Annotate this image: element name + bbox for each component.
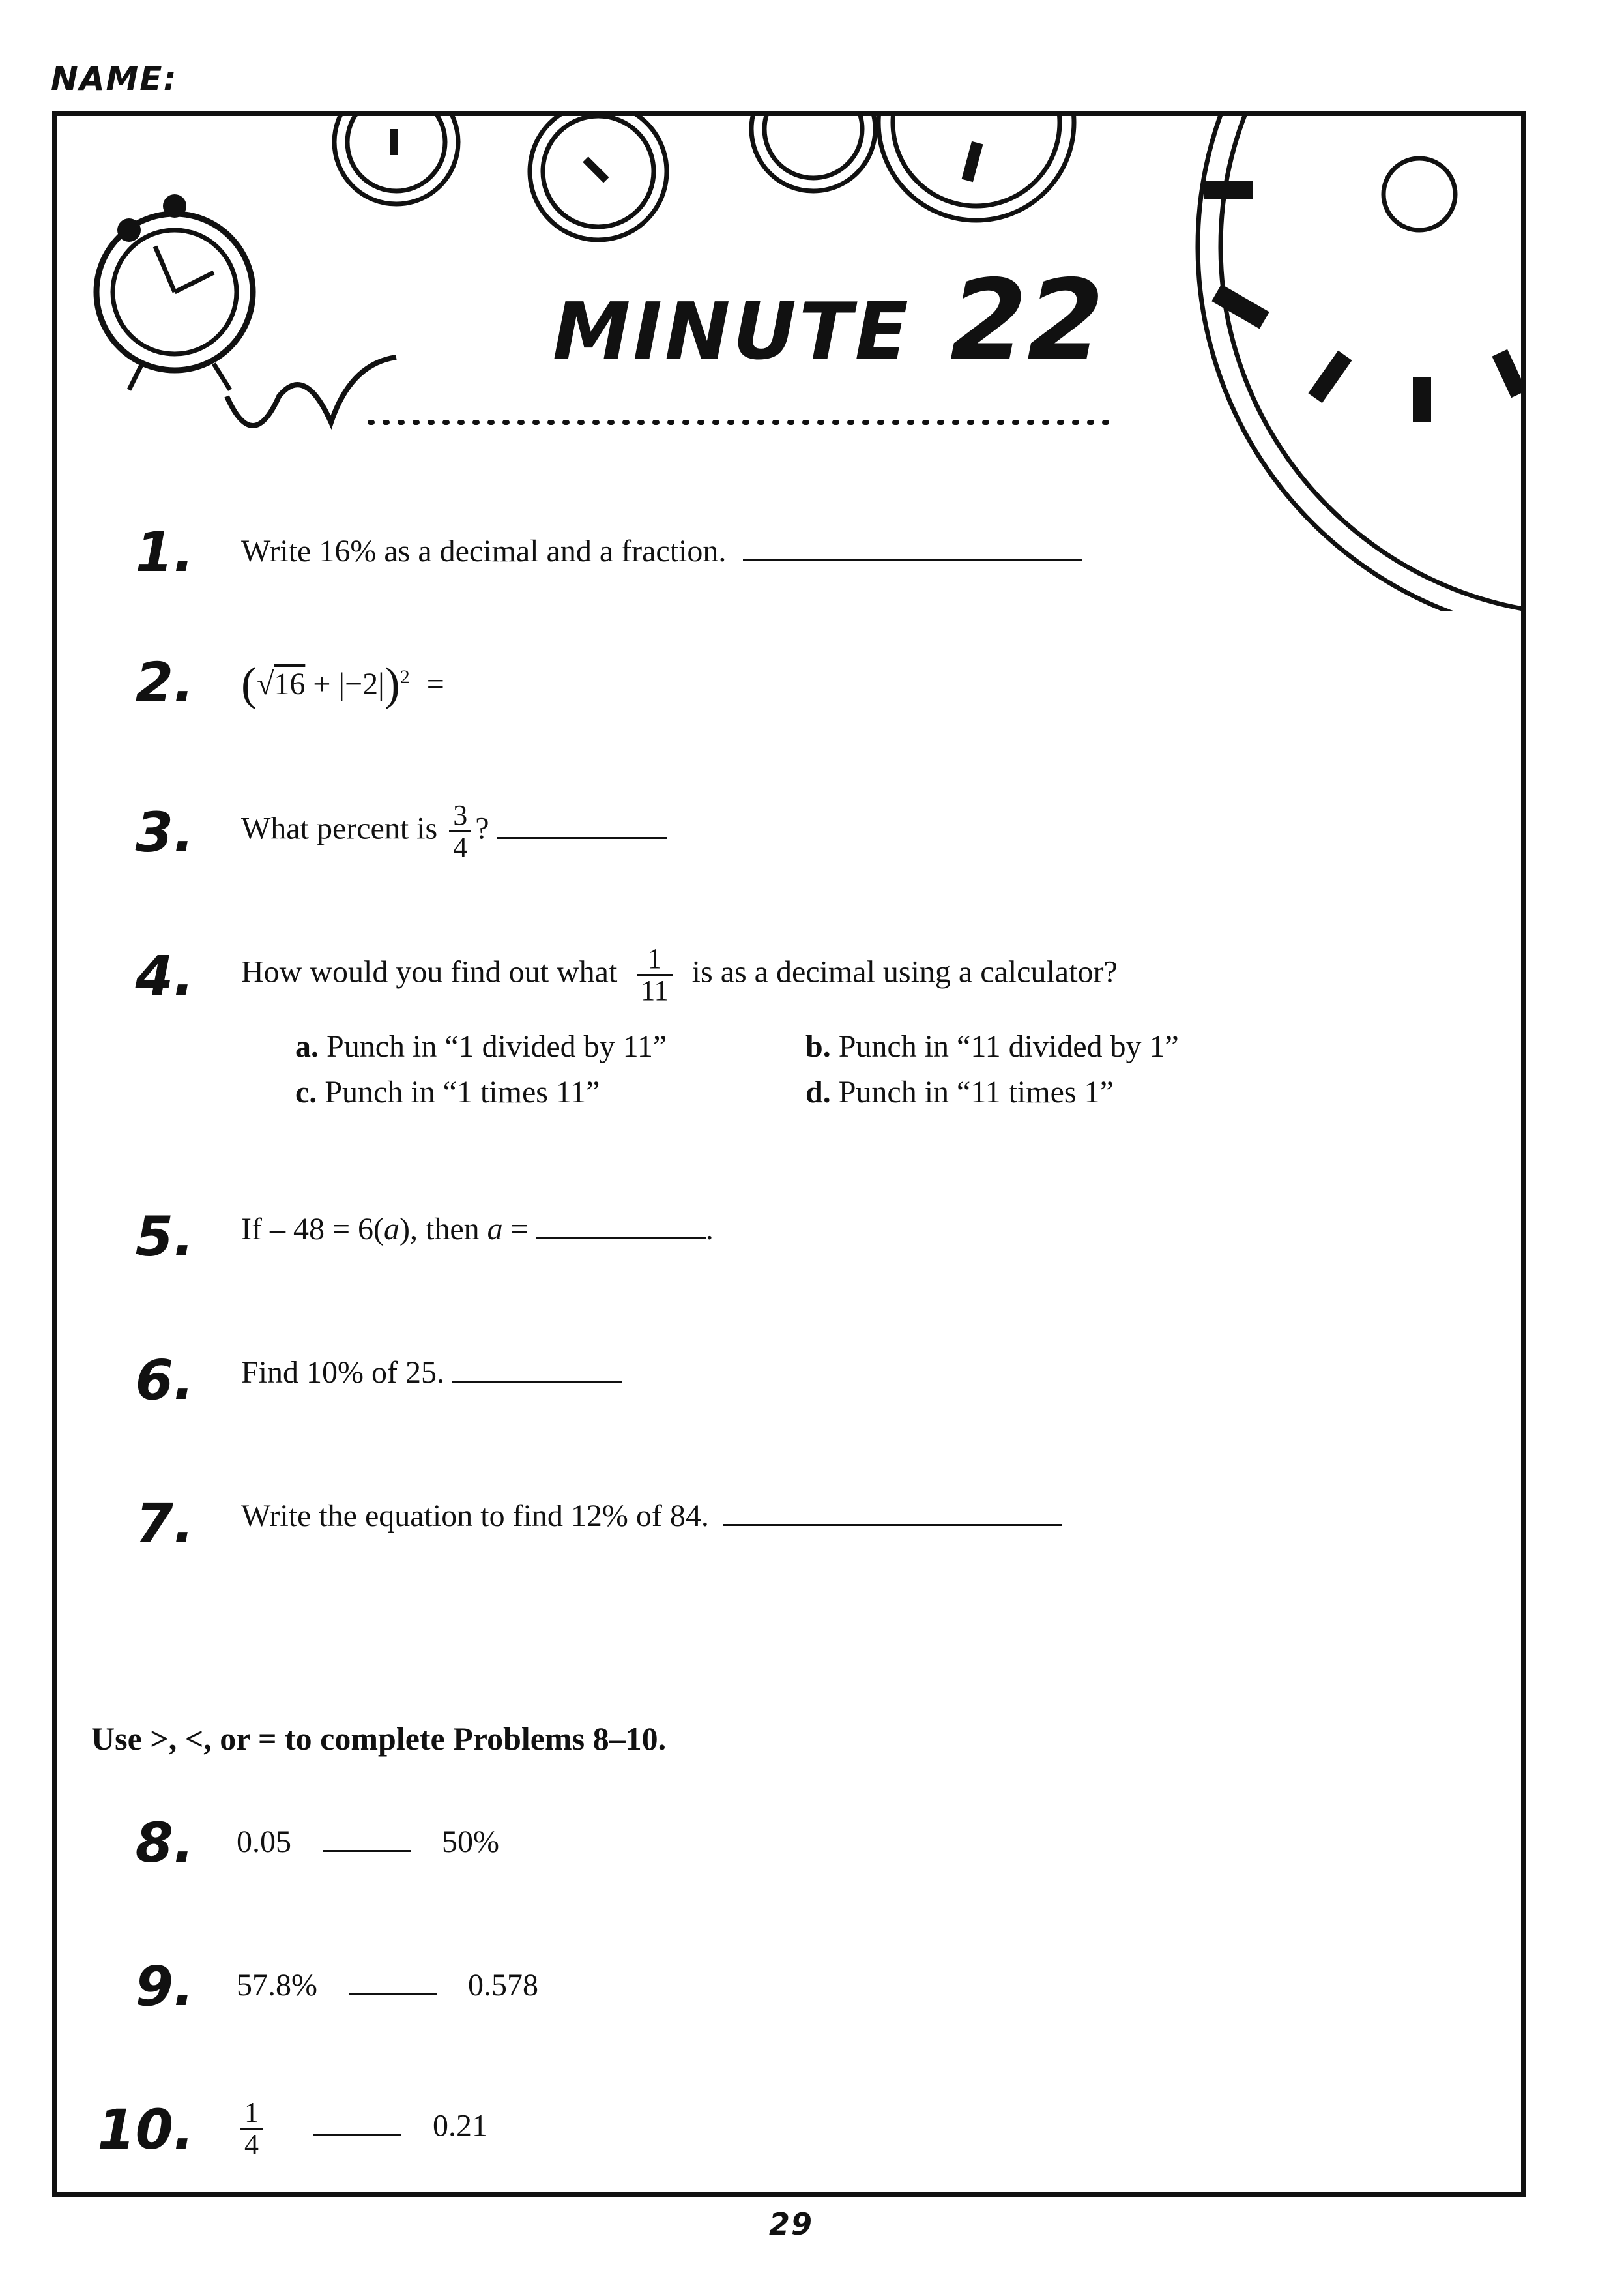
instructions: Use >, <, or = to complete Problems 8–10. (91, 1720, 667, 1757)
equals-sign: = (510, 1212, 529, 1246)
variable: a (487, 1212, 503, 1246)
option-letter: a. (295, 1029, 319, 1064)
fraction (240, 2098, 263, 2160)
name-label: NAME: (51, 60, 178, 98)
question-text: Find 10% of 25. (241, 1355, 444, 1390)
option-a[interactable] (295, 1029, 667, 1064)
question-10-comparison (237, 2098, 487, 2160)
answer-blank[interactable] (497, 811, 667, 839)
answer-blank[interactable] (743, 533, 1082, 561)
answer-blank[interactable] (323, 1824, 411, 1852)
title-word: MINUTE (553, 287, 911, 377)
question-2-expression: $(√16 + |-2|)^2$ = (241, 658, 444, 710)
option-d[interactable] (805, 1074, 1114, 1110)
question-text: What percent is (241, 811, 438, 846)
right-value: 0.21 (433, 2108, 487, 2143)
fraction-denominator: 4 (453, 831, 468, 864)
option-letter: d. (805, 1075, 831, 1109)
variable: a (384, 1212, 400, 1246)
page-title (553, 256, 1104, 385)
fraction-numerator: 1 (637, 944, 672, 976)
answer-blank[interactable] (536, 1211, 706, 1239)
question-text-end: is as a decimal using a calculator? (691, 954, 1118, 990)
absolute-value: |−2| (338, 667, 384, 701)
title-number: 22 (950, 256, 1105, 385)
question-text: Write the equation to find 12% of 84. (241, 1499, 709, 1533)
option-letter: b. (805, 1029, 831, 1064)
option-b[interactable] (805, 1029, 1179, 1064)
answer-blank[interactable] (349, 1967, 437, 1995)
question-text-middle: ), then (399, 1212, 480, 1246)
option-text: Punch in “1 divided by 11” (326, 1029, 667, 1064)
question-3-text (241, 800, 667, 862)
question-number: 10. (97, 2098, 194, 2162)
fraction (449, 800, 471, 862)
fraction-numerator: 1 (240, 2098, 263, 2130)
exponent: 2 (399, 666, 410, 688)
question-1-text (241, 533, 1082, 569)
question-9-comparison (237, 1967, 538, 2003)
left-value: 57.8% (237, 1968, 317, 2003)
question-number: 4. (135, 944, 194, 1008)
plus-sign: + (313, 667, 331, 701)
question-5-text (241, 1211, 714, 1247)
right-value: 0.578 (467, 1968, 538, 2003)
question-number: 5. (135, 1205, 194, 1269)
question-text: Write 16% as a decimal and a fraction. (241, 534, 727, 568)
question-text: How would you find out what (241, 954, 618, 990)
question-text: If – 48 = 6( (241, 1212, 384, 1246)
worksheet-frame (52, 111, 1526, 2197)
question-number: 3. (135, 800, 194, 864)
question-number: 8. (135, 1811, 194, 1875)
question-number: 2. (135, 651, 194, 714)
fraction-numerator: 3 (449, 800, 471, 832)
fraction (637, 944, 672, 1006)
question-number: 9. (135, 1954, 194, 2018)
question-number: 7. (135, 1491, 194, 1555)
fraction-denominator: 11 (641, 975, 669, 1007)
question-7-text (241, 1498, 1062, 1534)
answer-blank[interactable] (313, 2108, 401, 2136)
left-value: 0.05 (237, 1825, 291, 1859)
question-8-comparison (237, 1824, 499, 1860)
page-number: 29 (769, 2207, 814, 2242)
question-mark: ? (475, 811, 489, 846)
radicand: 16 (274, 667, 306, 701)
option-letter: c. (295, 1075, 317, 1109)
small-clock-icon (530, 116, 667, 240)
option-text: Punch in “11 times 1” (838, 1075, 1114, 1109)
option-text: Punch in “1 times 11” (325, 1075, 600, 1109)
answer-blank[interactable] (723, 1498, 1062, 1526)
question-number: 1. (135, 520, 194, 584)
option-c[interactable] (295, 1074, 600, 1110)
period: . (705, 1212, 714, 1246)
clock-crown-icon (1384, 158, 1455, 230)
question-number: 6. (135, 1348, 194, 1412)
fraction-denominator: 4 (244, 2128, 259, 2161)
equals-sign: = (426, 667, 444, 701)
right-value: 50% (442, 1825, 499, 1859)
question-6-text (241, 1355, 622, 1390)
question-4-text (241, 944, 1118, 1006)
answer-blank[interactable] (452, 1355, 622, 1383)
option-text: Punch in “11 divided by 1” (838, 1029, 1179, 1064)
